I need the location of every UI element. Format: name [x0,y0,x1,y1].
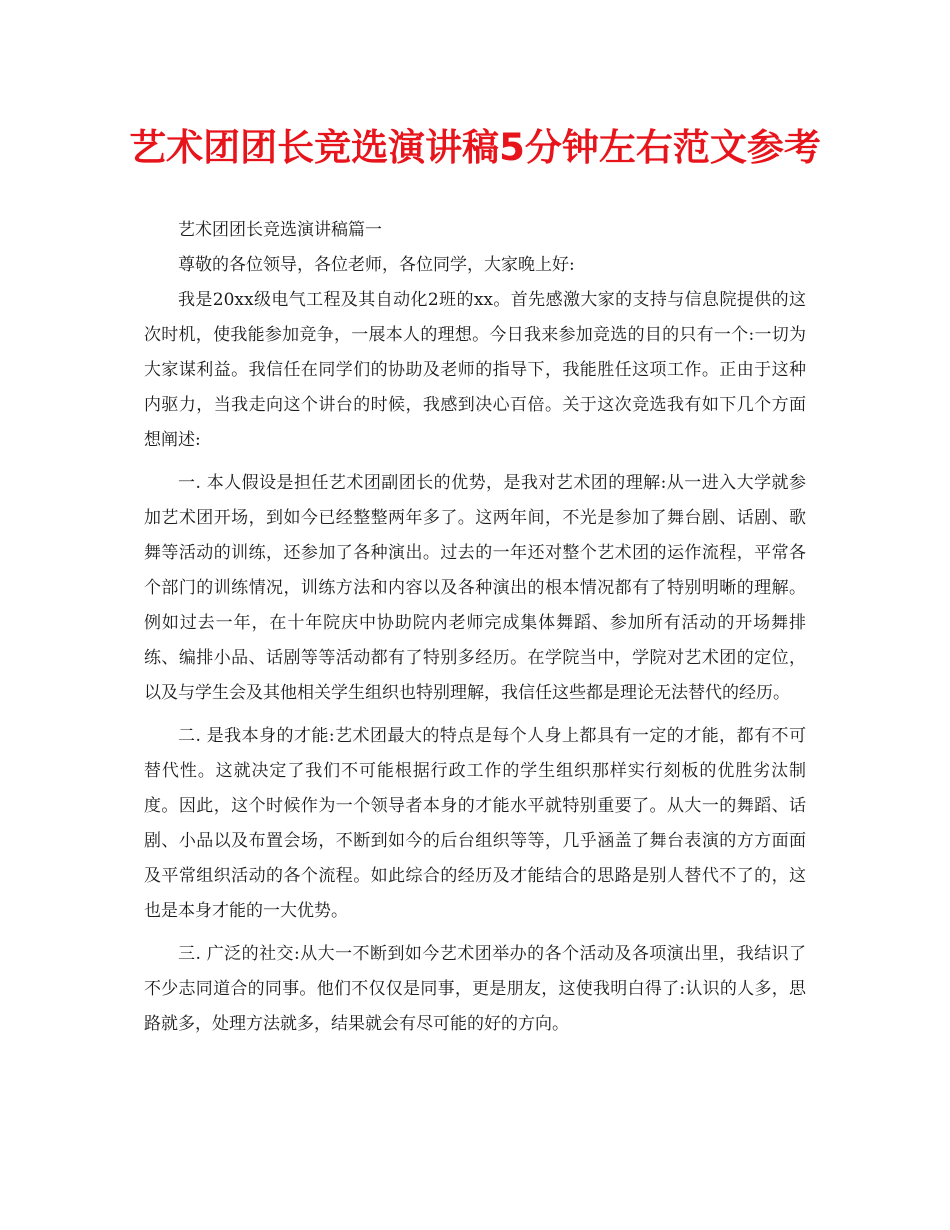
document-title: 艺术团团长竞选演讲稿5分钟左右范文参考 [129,126,821,169]
section-heading: 艺术团团长竞选演讲稿篇一 [178,220,382,240]
point-three-paragraph: 三. 广泛的社交:从大一不断到如今艺术团举办的各个活动及各项演出里，我结识了不少志同道合的同事。他们不仅仅是同事，更是朋友，这使我明白得了:认识的人多，思路就多，处理方法就多，结果就会有尽可能的好的方向。 [144,944,806,1034]
document-body [144,213,806,1042]
greeting-paragraph: 尊敬的各位领导，各位老师，各位同学，大家晚上好: [178,255,575,275]
intro-paragraph: 我是20xx级电气工程及其自动化2班的xx。首先感激大家的支持与信息院提供的这次时机，使我能参加竞争，一展本人的理想。今日我来参加竞选的目的只有一个:一切为大家谋利益。我信任在同学们的协助及老师的指导下，我能胜任这项工作。正由于这种内驱力，当我走向这个讲台的时候，我感到决心百倍。关于这次竞选我有如下几个方面想阐述: [144,290,806,450]
point-two-paragraph: 二. 是我本身的才能:艺术团最大的特点是每个人身上都具有一定的才能，都有不可替代性。这就决定了我们不可能根据行政工作的学生组织那样实行刻板的优胜劣汰制度。因此，这个时候作为一个领导者本身的才能水平就特别重要了。从大一的舞蹈、话剧、小品以及布置会场，不断到如今的后台组织等等，几乎涵盖了舞台表演的方方面面及平常组织活动的各个流程。如此综合的经历及才能结合的思路是别人替代不了的，这也是本身才能的一大优势。 [144,726,806,921]
point-one-paragraph: 一. 本人假设是担任艺术团副团长的优势，是我对艺术团的理解:从一进入大学就参加艺术团开场，到如今已经整整两年多了。这两年间，不光是参加了舞台剧、话剧、歌舞等活动的训练，还参加了各种演出。过去的一年还对整个艺术团的运作流程，平常各个部门的训练情况，训练方法和内容以及各种演出的根本情况都有了特别明晰的理解。例如过去一年，在十年院庆中协助院内老师完成集体舞蹈、参加所有活动的开场舞排练、编排小品、话剧等等活动都有了特别多经历。在学院当中，学院对艺术团的定位，以及与学生会及其他相关学生组织也特别理解，我信任这些都是理论无法替代的经历。 [144,473,806,703]
